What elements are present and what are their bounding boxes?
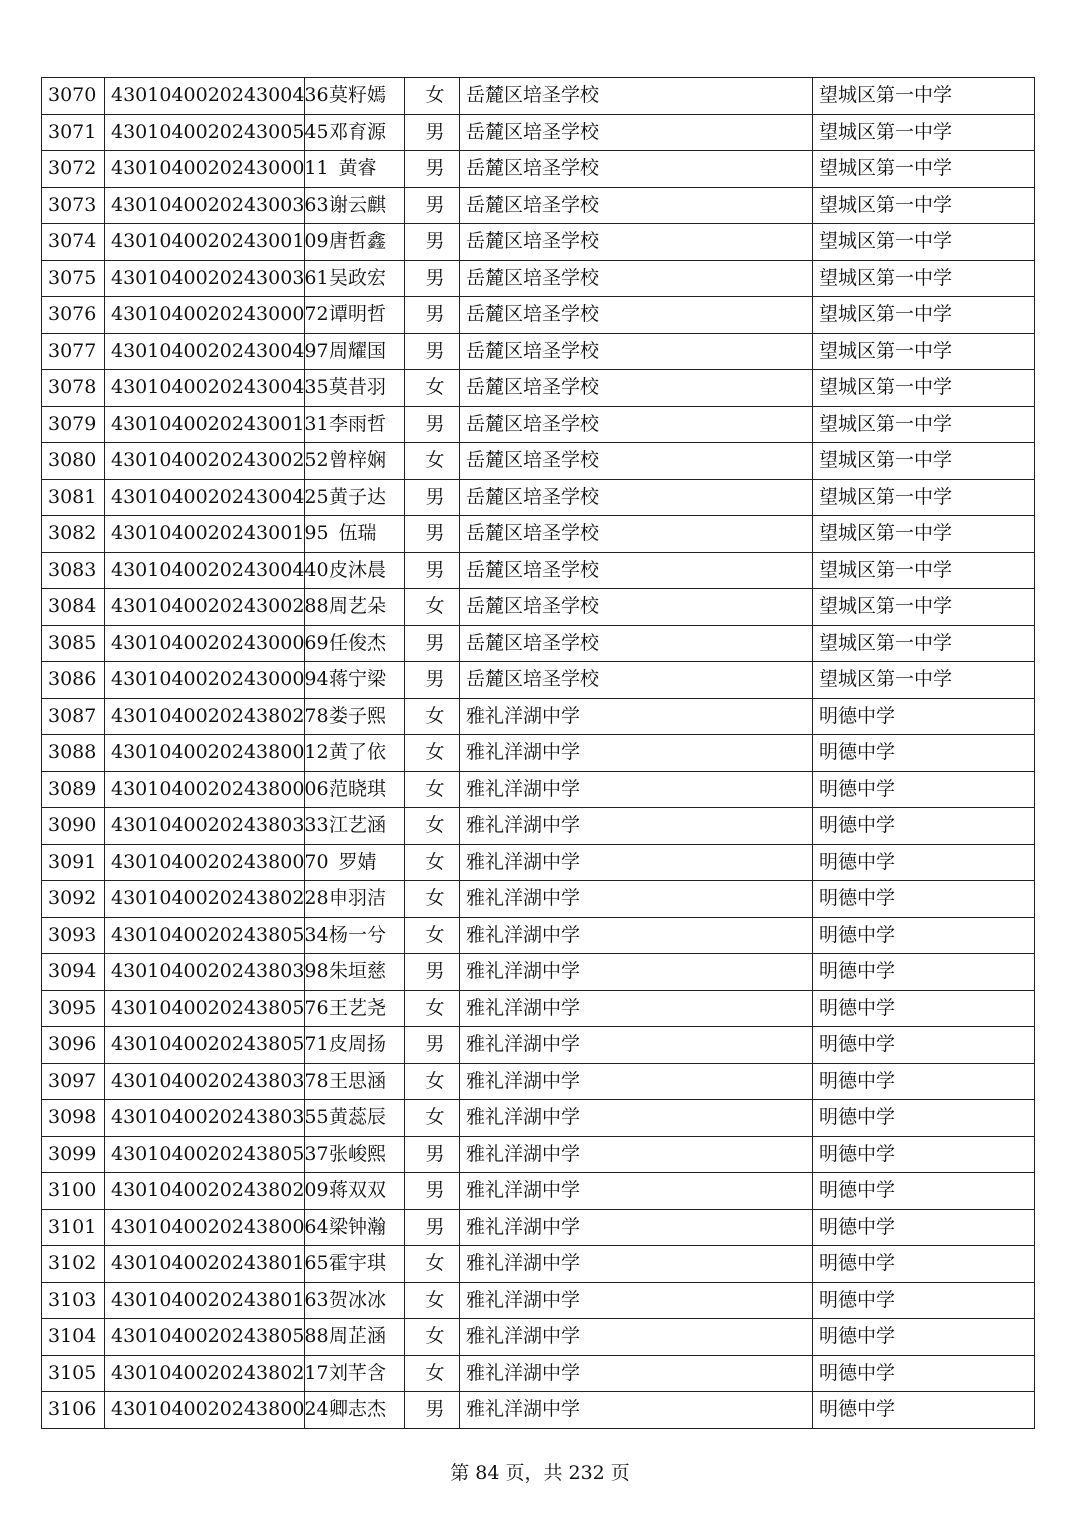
cell-admit-school: 明德中学 xyxy=(813,917,1035,954)
cell-seq-no: 3097 xyxy=(42,1063,105,1100)
cell-student-id: 430104002024300109 xyxy=(105,224,305,261)
cell-origin-school: 岳麓区培圣学校 xyxy=(460,406,813,443)
cell-gender: 女 xyxy=(405,1355,460,1392)
table-row xyxy=(42,954,1035,991)
cell-student-id: 430104002024300425 xyxy=(105,479,305,516)
cell-seq-no: 3077 xyxy=(42,333,105,370)
cell-seq-no: 3083 xyxy=(42,552,105,589)
cell-gender: 男 xyxy=(405,1136,460,1173)
cell-seq-no: 3081 xyxy=(42,479,105,516)
table-row xyxy=(42,844,1035,881)
table-row xyxy=(42,443,1035,480)
table-row xyxy=(42,771,1035,808)
cell-gender: 女 xyxy=(405,1319,460,1356)
cell-admit-school: 明德中学 xyxy=(813,808,1035,845)
cell-gender: 男 xyxy=(405,662,460,699)
cell-student-id: 430104002024380534 xyxy=(105,917,305,954)
cell-admit-school: 明德中学 xyxy=(813,698,1035,735)
cell-name: 蒋双双 xyxy=(305,1173,405,1210)
cell-seq-no: 3079 xyxy=(42,406,105,443)
cell-seq-no: 3072 xyxy=(42,151,105,188)
cell-admit-school: 望城区第一中学 xyxy=(813,187,1035,224)
cell-name: 莫籽嫣 xyxy=(305,78,405,115)
cell-student-id: 430104002024380070 xyxy=(105,844,305,881)
cell-origin-school: 岳麓区培圣学校 xyxy=(460,552,813,589)
table-row xyxy=(42,1282,1035,1319)
cell-gender: 男 xyxy=(405,333,460,370)
cell-seq-no: 3088 xyxy=(42,735,105,772)
cell-seq-no: 3103 xyxy=(42,1282,105,1319)
table-row xyxy=(42,297,1035,334)
cell-gender: 男 xyxy=(405,479,460,516)
cell-seq-no: 3094 xyxy=(42,954,105,991)
cell-name: 任俊杰 xyxy=(305,625,405,662)
cell-admit-school: 明德中学 xyxy=(813,990,1035,1027)
cell-gender: 女 xyxy=(405,1282,460,1319)
cell-seq-no: 3082 xyxy=(42,516,105,553)
table-row xyxy=(42,114,1035,151)
cell-admit-school: 望城区第一中学 xyxy=(813,151,1035,188)
cell-seq-no: 3093 xyxy=(42,917,105,954)
cell-student-id: 430104002024300436 xyxy=(105,78,305,115)
table-row xyxy=(42,1100,1035,1137)
cell-name: 范晓琪 xyxy=(305,771,405,808)
cell-name: 皮沐晨 xyxy=(305,552,405,589)
cell-name: 唐哲鑫 xyxy=(305,224,405,261)
table-row xyxy=(42,224,1035,261)
cell-seq-no: 3090 xyxy=(42,808,105,845)
cell-student-id: 430104002024300069 xyxy=(105,625,305,662)
cell-gender: 女 xyxy=(405,443,460,480)
cell-name: 黄子达 xyxy=(305,479,405,516)
cell-gender: 女 xyxy=(405,917,460,954)
cell-admit-school: 望城区第一中学 xyxy=(813,406,1035,443)
cell-name: 周艺朵 xyxy=(305,589,405,626)
cell-origin-school: 雅礼洋湖中学 xyxy=(460,1319,813,1356)
cell-admit-school: 明德中学 xyxy=(813,1173,1035,1210)
cell-origin-school: 岳麓区培圣学校 xyxy=(460,187,813,224)
cell-name: 邓育源 xyxy=(305,114,405,151)
cell-gender: 女 xyxy=(405,771,460,808)
cell-name: 周芷涵 xyxy=(305,1319,405,1356)
cell-admit-school: 望城区第一中学 xyxy=(813,78,1035,115)
table-row xyxy=(42,917,1035,954)
cell-name: 周耀国 xyxy=(305,333,405,370)
table-row xyxy=(42,1027,1035,1064)
cell-gender: 男 xyxy=(405,224,460,261)
cell-admit-school: 望城区第一中学 xyxy=(813,333,1035,370)
cell-name: 李雨哲 xyxy=(305,406,405,443)
cell-name: 蒋宁梁 xyxy=(305,662,405,699)
cell-student-id: 430104002024380228 xyxy=(105,881,305,918)
cell-seq-no: 3098 xyxy=(42,1100,105,1137)
cell-origin-school: 岳麓区培圣学校 xyxy=(460,333,813,370)
cell-gender: 男 xyxy=(405,625,460,662)
table-row xyxy=(42,808,1035,845)
table-row xyxy=(42,662,1035,699)
cell-gender: 女 xyxy=(405,881,460,918)
cell-student-id: 430104002024300435 xyxy=(105,370,305,407)
table-row xyxy=(42,1063,1035,1100)
cell-name: 杨一兮 xyxy=(305,917,405,954)
cell-admit-school: 望城区第一中学 xyxy=(813,552,1035,589)
cell-admit-school: 望城区第一中学 xyxy=(813,479,1035,516)
table-row xyxy=(42,151,1035,188)
cell-origin-school: 雅礼洋湖中学 xyxy=(460,698,813,735)
cell-origin-school: 岳麓区培圣学校 xyxy=(460,297,813,334)
cell-student-id: 430104002024300545 xyxy=(105,114,305,151)
cell-gender: 女 xyxy=(405,78,460,115)
cell-origin-school: 雅礼洋湖中学 xyxy=(460,1027,813,1064)
cell-student-id: 430104002024300072 xyxy=(105,297,305,334)
cell-admit-school: 明德中学 xyxy=(813,954,1035,991)
cell-origin-school: 雅礼洋湖中学 xyxy=(460,1100,813,1137)
table-row xyxy=(42,881,1035,918)
cell-student-id: 430104002024380024 xyxy=(105,1392,305,1429)
cell-seq-no: 3073 xyxy=(42,187,105,224)
cell-admit-school: 望城区第一中学 xyxy=(813,297,1035,334)
cell-student-id: 430104002024380006 xyxy=(105,771,305,808)
table-row xyxy=(42,698,1035,735)
cell-admit-school: 明德中学 xyxy=(813,1392,1035,1429)
cell-gender: 女 xyxy=(405,1063,460,1100)
cell-gender: 男 xyxy=(405,260,460,297)
cell-gender: 男 xyxy=(405,187,460,224)
table-row xyxy=(42,1136,1035,1173)
cell-name: 张峻熙 xyxy=(305,1136,405,1173)
cell-origin-school: 雅礼洋湖中学 xyxy=(460,917,813,954)
cell-student-id: 430104002024380165 xyxy=(105,1246,305,1283)
cell-origin-school: 岳麓区培圣学校 xyxy=(460,260,813,297)
cell-origin-school: 雅礼洋湖中学 xyxy=(460,1136,813,1173)
cell-gender: 男 xyxy=(405,516,460,553)
cell-origin-school: 雅礼洋湖中学 xyxy=(460,1173,813,1210)
cell-gender: 女 xyxy=(405,808,460,845)
cell-student-id: 430104002024300195 xyxy=(105,516,305,553)
cell-admit-school: 望城区第一中学 xyxy=(813,370,1035,407)
cell-admit-school: 明德中学 xyxy=(813,881,1035,918)
cell-student-id: 430104002024380064 xyxy=(105,1209,305,1246)
cell-admit-school: 望城区第一中学 xyxy=(813,516,1035,553)
cell-origin-school: 岳麓区培圣学校 xyxy=(460,662,813,699)
cell-student-id: 430104002024380355 xyxy=(105,1100,305,1137)
table-row xyxy=(42,187,1035,224)
cell-admit-school: 明德中学 xyxy=(813,1282,1035,1319)
cell-student-id: 430104002024380588 xyxy=(105,1319,305,1356)
cell-seq-no: 3095 xyxy=(42,990,105,1027)
cell-gender: 女 xyxy=(405,1100,460,1137)
table-row xyxy=(42,625,1035,662)
cell-gender: 男 xyxy=(405,954,460,991)
cell-gender: 女 xyxy=(405,698,460,735)
cell-student-id: 430104002024380398 xyxy=(105,954,305,991)
cell-student-id: 430104002024300011 xyxy=(105,151,305,188)
cell-admit-school: 望城区第一中学 xyxy=(813,589,1035,626)
cell-student-id: 430104002024300361 xyxy=(105,260,305,297)
cell-student-id: 430104002024380378 xyxy=(105,1063,305,1100)
cell-admit-school: 明德中学 xyxy=(813,1027,1035,1064)
cell-gender: 男 xyxy=(405,1392,460,1429)
table-row xyxy=(42,1319,1035,1356)
cell-name: 吴政宏 xyxy=(305,260,405,297)
table-row xyxy=(42,516,1035,553)
cell-gender: 男 xyxy=(405,1209,460,1246)
cell-seq-no: 3100 xyxy=(42,1173,105,1210)
cell-student-id: 430104002024300131 xyxy=(105,406,305,443)
cell-name: 罗婧 xyxy=(305,844,405,881)
cell-origin-school: 雅礼洋湖中学 xyxy=(460,844,813,881)
cell-seq-no: 3074 xyxy=(42,224,105,261)
cell-origin-school: 雅礼洋湖中学 xyxy=(460,1063,813,1100)
table-row xyxy=(42,552,1035,589)
cell-name: 梁钟瀚 xyxy=(305,1209,405,1246)
cell-origin-school: 岳麓区培圣学校 xyxy=(460,114,813,151)
cell-gender: 男 xyxy=(405,114,460,151)
cell-gender: 男 xyxy=(405,406,460,443)
cell-origin-school: 雅礼洋湖中学 xyxy=(460,881,813,918)
cell-student-id: 430104002024300363 xyxy=(105,187,305,224)
table-row xyxy=(42,370,1035,407)
cell-name: 刘芊含 xyxy=(305,1355,405,1392)
cell-student-id: 430104002024380217 xyxy=(105,1355,305,1392)
table-row xyxy=(42,78,1035,115)
cell-admit-school: 望城区第一中学 xyxy=(813,662,1035,699)
cell-seq-no: 3105 xyxy=(42,1355,105,1392)
cell-student-id: 430104002024380537 xyxy=(105,1136,305,1173)
cell-origin-school: 雅礼洋湖中学 xyxy=(460,1392,813,1429)
cell-name: 黄蕊辰 xyxy=(305,1100,405,1137)
table-row xyxy=(42,735,1035,772)
cell-student-id: 430104002024380209 xyxy=(105,1173,305,1210)
cell-origin-school: 岳麓区培圣学校 xyxy=(460,443,813,480)
cell-admit-school: 明德中学 xyxy=(813,1246,1035,1283)
cell-name: 伍瑞 xyxy=(305,516,405,553)
cell-gender: 女 xyxy=(405,370,460,407)
cell-origin-school: 岳麓区培圣学校 xyxy=(460,224,813,261)
roster-body xyxy=(42,78,1035,1429)
cell-seq-no: 3091 xyxy=(42,844,105,881)
cell-seq-no: 3071 xyxy=(42,114,105,151)
cell-gender: 女 xyxy=(405,1246,460,1283)
cell-name: 卿志杰 xyxy=(305,1392,405,1429)
cell-student-id: 430104002024300288 xyxy=(105,589,305,626)
cell-origin-school: 岳麓区培圣学校 xyxy=(460,516,813,553)
table-row xyxy=(42,589,1035,626)
cell-origin-school: 雅礼洋湖中学 xyxy=(460,954,813,991)
cell-admit-school: 明德中学 xyxy=(813,1100,1035,1137)
table-row xyxy=(42,260,1035,297)
page-footer: 第 84 页，共 232 页 xyxy=(450,1462,630,1484)
cell-origin-school: 雅礼洋湖中学 xyxy=(460,735,813,772)
cell-admit-school: 明德中学 xyxy=(813,1355,1035,1392)
cell-admit-school: 明德中学 xyxy=(813,771,1035,808)
cell-seq-no: 3106 xyxy=(42,1392,105,1429)
cell-name: 皮周扬 xyxy=(305,1027,405,1064)
cell-seq-no: 3104 xyxy=(42,1319,105,1356)
table-row xyxy=(42,1209,1035,1246)
table-row xyxy=(42,406,1035,443)
cell-seq-no: 3099 xyxy=(42,1136,105,1173)
cell-seq-no: 3089 xyxy=(42,771,105,808)
cell-student-id: 430104002024380576 xyxy=(105,990,305,1027)
cell-name: 曾梓娴 xyxy=(305,443,405,480)
cell-student-id: 430104002024380571 xyxy=(105,1027,305,1064)
cell-origin-school: 岳麓区培圣学校 xyxy=(460,625,813,662)
cell-origin-school: 雅礼洋湖中学 xyxy=(460,1355,813,1392)
cell-name: 谭明哲 xyxy=(305,297,405,334)
cell-student-id: 430104002024300094 xyxy=(105,662,305,699)
cell-student-id: 430104002024300252 xyxy=(105,443,305,480)
table-row xyxy=(42,1392,1035,1429)
cell-name: 霍宇琪 xyxy=(305,1246,405,1283)
cell-seq-no: 3102 xyxy=(42,1246,105,1283)
cell-seq-no: 3075 xyxy=(42,260,105,297)
table-row xyxy=(42,333,1035,370)
cell-origin-school: 雅礼洋湖中学 xyxy=(460,990,813,1027)
cell-admit-school: 明德中学 xyxy=(813,844,1035,881)
cell-student-id: 430104002024380333 xyxy=(105,808,305,845)
cell-name: 谢云麒 xyxy=(305,187,405,224)
cell-name: 朱垣慈 xyxy=(305,954,405,991)
cell-gender: 女 xyxy=(405,735,460,772)
cell-gender: 男 xyxy=(405,1027,460,1064)
cell-seq-no: 3085 xyxy=(42,625,105,662)
cell-seq-no: 3092 xyxy=(42,881,105,918)
cell-origin-school: 岳麓区培圣学校 xyxy=(460,78,813,115)
cell-origin-school: 雅礼洋湖中学 xyxy=(460,771,813,808)
cell-student-id: 430104002024300440 xyxy=(105,552,305,589)
cell-seq-no: 3076 xyxy=(42,297,105,334)
cell-origin-school: 雅礼洋湖中学 xyxy=(460,808,813,845)
cell-name: 黄睿 xyxy=(305,151,405,188)
cell-seq-no: 3086 xyxy=(42,662,105,699)
cell-name: 娄子熙 xyxy=(305,698,405,735)
cell-student-id: 430104002024300497 xyxy=(105,333,305,370)
table-row xyxy=(42,479,1035,516)
cell-origin-school: 岳麓区培圣学校 xyxy=(460,151,813,188)
cell-seq-no: 3087 xyxy=(42,698,105,735)
cell-gender: 男 xyxy=(405,1173,460,1210)
cell-name: 黄了依 xyxy=(305,735,405,772)
student-roster-table xyxy=(41,77,1035,1429)
cell-name: 莫昔羽 xyxy=(305,370,405,407)
cell-name: 王艺尧 xyxy=(305,990,405,1027)
cell-gender: 女 xyxy=(405,589,460,626)
cell-origin-school: 雅礼洋湖中学 xyxy=(460,1246,813,1283)
cell-gender: 男 xyxy=(405,552,460,589)
cell-student-id: 430104002024380278 xyxy=(105,698,305,735)
cell-origin-school: 雅礼洋湖中学 xyxy=(460,1282,813,1319)
cell-admit-school: 明德中学 xyxy=(813,1063,1035,1100)
cell-origin-school: 雅礼洋湖中学 xyxy=(460,1209,813,1246)
table-row xyxy=(42,1246,1035,1283)
cell-admit-school: 望城区第一中学 xyxy=(813,114,1035,151)
cell-admit-school: 望城区第一中学 xyxy=(813,625,1035,662)
cell-gender: 男 xyxy=(405,297,460,334)
cell-seq-no: 3084 xyxy=(42,589,105,626)
cell-student-id: 430104002024380012 xyxy=(105,735,305,772)
cell-origin-school: 岳麓区培圣学校 xyxy=(460,479,813,516)
cell-admit-school: 明德中学 xyxy=(813,1209,1035,1246)
table-row xyxy=(42,990,1035,1027)
cell-origin-school: 岳麓区培圣学校 xyxy=(460,370,813,407)
cell-admit-school: 明德中学 xyxy=(813,1319,1035,1356)
cell-admit-school: 望城区第一中学 xyxy=(813,224,1035,261)
cell-seq-no: 3070 xyxy=(42,78,105,115)
cell-admit-school: 明德中学 xyxy=(813,1136,1035,1173)
table-row xyxy=(42,1173,1035,1210)
cell-name: 申羽洁 xyxy=(305,881,405,918)
cell-seq-no: 3080 xyxy=(42,443,105,480)
cell-admit-school: 明德中学 xyxy=(813,735,1035,772)
cell-gender: 女 xyxy=(405,844,460,881)
cell-name: 王思涵 xyxy=(305,1063,405,1100)
cell-admit-school: 望城区第一中学 xyxy=(813,443,1035,480)
cell-gender: 男 xyxy=(405,151,460,188)
cell-student-id: 430104002024380163 xyxy=(105,1282,305,1319)
cell-origin-school: 岳麓区培圣学校 xyxy=(460,589,813,626)
cell-seq-no: 3101 xyxy=(42,1209,105,1246)
cell-gender: 女 xyxy=(405,990,460,1027)
cell-name: 贺冰冰 xyxy=(305,1282,405,1319)
cell-seq-no: 3096 xyxy=(42,1027,105,1064)
cell-seq-no: 3078 xyxy=(42,370,105,407)
cell-admit-school: 望城区第一中学 xyxy=(813,260,1035,297)
table-row xyxy=(42,1355,1035,1392)
cell-name: 江艺涵 xyxy=(305,808,405,845)
